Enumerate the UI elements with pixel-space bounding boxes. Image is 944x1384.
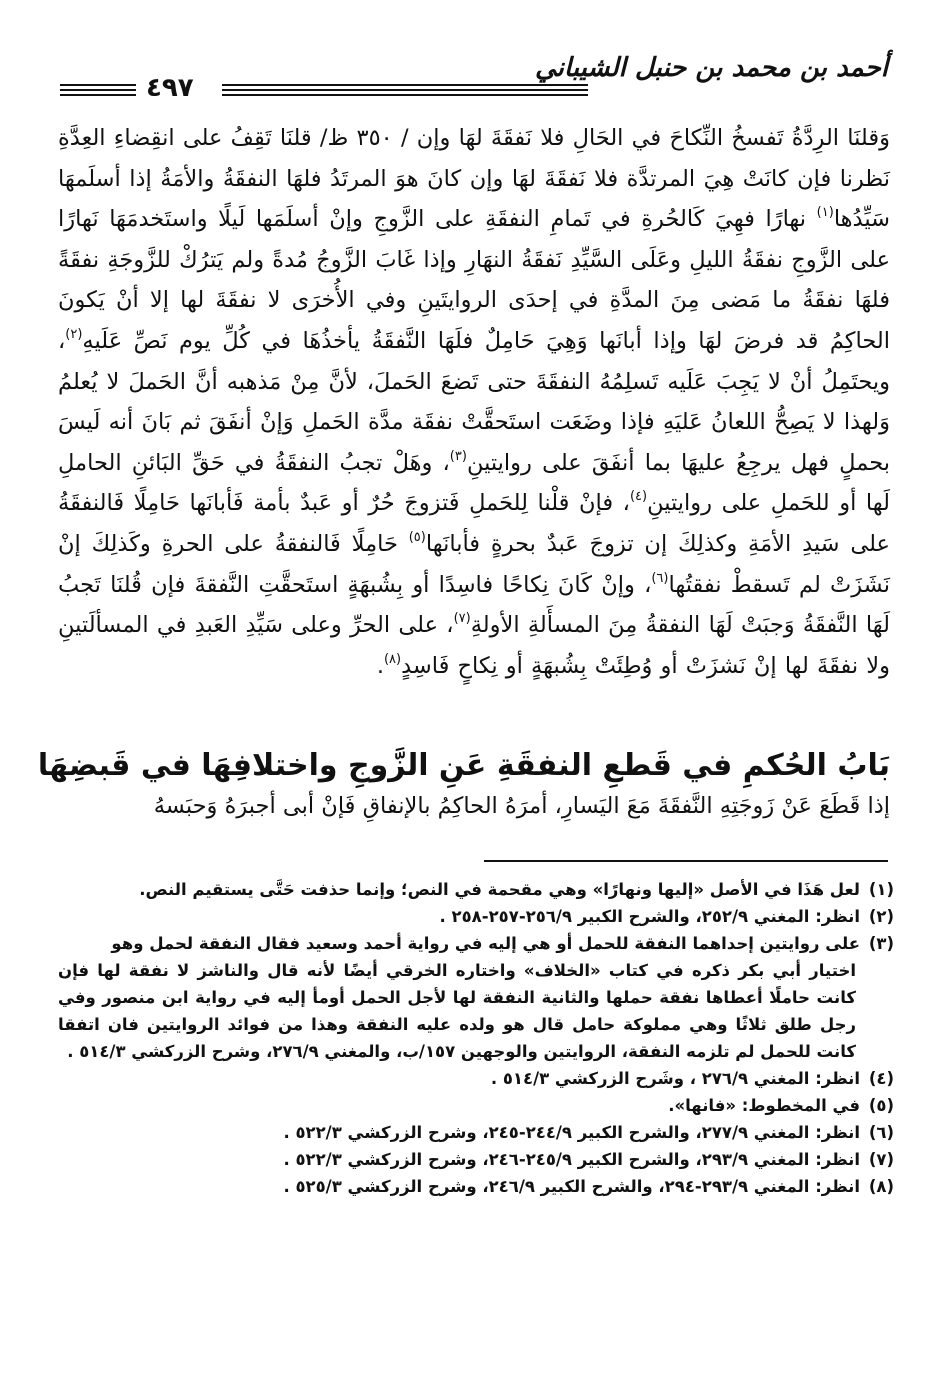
page-number: ٤٩٧ — [140, 72, 200, 104]
body-text-1: وَقلنَا الرِدَّةُ تَفسخُ النِّكاحَ في الحَالِ فلا نَفقَةَ لهَا وإن / ٣٥٠ ظ/ قلنَا تَقِفُ على انقِضاءِ العِدَّةِ نَظرنا فإن كانَتْ هِيَ المرتدَّة فلا نَفقَةَ لهَا وإن كانَ هوَ المرتَدُ فلهَا النفقَةُ والأمَةُ إذا أسلَمهَا سَيِّدُها — [58, 125, 890, 233]
footnote-5 — [58, 1092, 894, 1119]
footnote-ref-3[interactable]: (٣) — [449, 448, 467, 464]
footnote-text: انظر: المغني ٢٩٣/٩، والشرح الكبير ٢٤٥/٩-٢٤٦، وشرح الزركشي ٥٢٢/٣ . — [283, 1150, 860, 1169]
footnote-ref-8[interactable]: (٨) — [383, 651, 402, 667]
footnote-8 — [58, 1173, 894, 1200]
footnote-text: انظر: المغني ٢٥٢/٩، والشرح الكبير ٢٥٦/٩-٢٥٧-٢٥٨ . — [439, 907, 860, 926]
footnotes — [58, 876, 894, 1200]
body-text-1f: حَامِلًا فَالنفقةُ على الحرةِ وكَذلِكَ إنْ نَشَزَتْ لم تَسقطْ نفقتُها — [58, 530, 890, 598]
body-text-1i: . — [376, 652, 384, 679]
header-rule-left — [60, 84, 136, 96]
footnote-number: (٦) — [868, 1123, 894, 1142]
footnote-number: (٨) — [868, 1177, 894, 1196]
body-text-1h: ، على الحرِّ وعلى سَيِّدِ العَبدِ في المسألَتينِ ولا نفقَةَ لها إنْ نَشزَتْ أو وُطِئَتْ بِشُبهَةٍ أو نِكاحٍ فَاسِدٍ — [58, 612, 890, 679]
running-title: أحمد بن محمد بن حنبل الشيباني — [535, 53, 888, 83]
footnote-text: في المخطوط: «فانها». — [668, 1096, 860, 1115]
footnote-number: (٤) — [868, 1069, 894, 1088]
header-rule-right — [222, 84, 588, 96]
body-text-1e: ، فإنْ قلْنا لِلحَملِ فَتزوجَ حُرٌ أو عَبدٌ بأمة فَأبانَها حَامِلًا فَالنفقَةُ على سَيدِ الأمَةِ وكذلِكَ إن تزوجَ عَبدٌ بحرةٍ فأبانَها — [58, 490, 890, 557]
footnote-7 — [58, 1146, 894, 1173]
footnote-ref-7[interactable]: (٧) — [453, 611, 471, 627]
footnote-ref-6[interactable]: (٦) — [651, 570, 669, 586]
footnote-number: (٥) — [868, 1096, 894, 1115]
body-text-1b: نهارًا فهِيَ كَالحُرةِ في تَمامِ النفقَةِ على الزَّوجِ وإنْ أسلَمَها لَيلًا واستَخدمَهَا نَهارًا على الزَّوجِ نفقَةُ الليلِ وعَلَى السَّيِّدِ نَفقَةُ النهَارِ وإذا غَابَ الزَّوجُ مُدةً ولم يَترُكْ للزَّوجَةِ نفقَةً فلهَا نفقَةُ ما مَضى مِنَ المدَّةِ في إحدَى الروايتَينِ وفي الأُخرَى لا نفقَةَ لها إلا أنْ يَكونَ الحاكِمُ قد فرضَ لهَا وإذا أبانَها وَهِيَ حَامِلٌ فلَهَا النَّفقَةُ يأخذُهَا في كُلِّ يوم نَصِّ عَلَيهِ — [58, 206, 890, 354]
footnote-separator — [484, 860, 888, 862]
chapter-heading: بَابُ الحُكمِ في قَطعِ النفقَةِ عَنِ الزَّوجِ واختلافِهَا في قَبضِهَا — [37, 748, 890, 783]
footnote-text: انظر: المغني ٢٧٧/٩، والشرح الكبير ٢٤٤/٩-٢٤٥، وشرح الزركشي ٥٢٢/٣ . — [283, 1123, 860, 1142]
footnote-ref-4[interactable]: (٤) — [629, 489, 648, 505]
footnote-text: انظر: المغني ٢٩٣/٩-٢٩٤، والشرح الكبير ٢٤٦/٩، وشرح الزركشي ٥٢٥/٣ . — [283, 1177, 860, 1196]
footnote-number: (٢) — [868, 907, 894, 926]
footnote-4 — [58, 1065, 894, 1092]
body-text-1c: ، ويحتَمِلُ أنْ لا يَجِبَ عَلَيه تَسلِمُهُ النفقَةَ حتى تَضعَ الحَملَ، لأنَّ مِنْ مَذهبه أنَّ الحَملَ لا يُعلمُ وَلهذا لا يَصِحُّ اللعانُ عَليَهِ فإذا وضَعَت استَحقَّتْ نفقَة مدَّة الحَملِ وَإنْ أنفَقَ ثم بَانَ أنه لَيسَ بحملٍ فهل يرجِعُ عليهَا بما أنفَقَ على روايتينِ — [58, 327, 890, 476]
body-text-1d: ، وهَلْ تجبُ النفقَةُ في حَقِّ البَائنِ الحاملِ لَها أو للحَملِ على روايتينِ — [58, 449, 890, 517]
footnote-text: لعل هَذَا في الأصل «إليها ونهارًا» وهي مقحمة في النص؛ وإنما حذفت حَتَّى يستقيم النص. — [139, 880, 860, 899]
footnote-ref-5[interactable]: (٥) — [408, 529, 426, 545]
footnote-1 — [58, 876, 894, 903]
body-paragraph — [58, 118, 890, 686]
footnote-number: (٧) — [868, 1150, 894, 1169]
footnote-text: انظر: المغني ٢٧٦/٩ ، وشَرح الزركشي ٥١٤/٣ . — [490, 1069, 860, 1088]
footnote-6 — [58, 1119, 894, 1146]
footnote-text-continued: اختيار أبي بكر ذكره في كتاب «الخلاف» واختاره الخرقي أيضًا لأنه قال والناشز لا نفقة لها فإن كانت حاملًا أعطاها نفقة حملها والثانية النفقة لها لأجل الحمل أومأ إليه في رواية ابن منصور وفي رجل طلق ثلاثًا وهي مملوكة حامل قال هو ولده عليه النفقة وهذا من فوائد الروايتين فان اتفقا كانت للحمل لم تلزمه النفقة، الروايتين والوجهين ١٥٧/ب، والمغني ٢٧٦/٩، وشرح الزركشي ٥١٤/٣ . — [58, 961, 856, 1061]
footnote-text: على روايتين إحداهما النفقة للحمل أو هي إليه في رواية أحمد وسعيد فقال النفقة لحمل وهو — [111, 934, 860, 953]
footnote-number: (١) — [868, 880, 894, 899]
footnote-3 — [58, 930, 894, 1065]
chapter-lead-line: إذا قَطَعَ عَنْ زَوجَتِهِ النَّفقَةَ مَعَ اليَسارِ، أمرَهُ الحاكِمُ بالإنفاقِ فَإنْ أبى أجبرَهُ وَحبَسهُ — [153, 793, 890, 819]
footnote-number: (٣) — [868, 934, 894, 953]
footnote-2 — [58, 903, 894, 930]
footnote-ref-2[interactable]: (٢) — [65, 326, 83, 342]
footnote-ref-1[interactable]: (١) — [816, 205, 834, 221]
body-text-1g: ، وإنْ كَانَ نِكاحًا فاسِدًا أو بِشُبهَةٍ استَحقَّتِ النَّفقةَ فإن قُلنَا تَجبُ لَهَا النَّفقَةُ وَجبَتْ لَهَا النفقةُ مِنَ المسأَلةِ الأولةِ — [58, 571, 891, 639]
main-text — [58, 118, 890, 686]
